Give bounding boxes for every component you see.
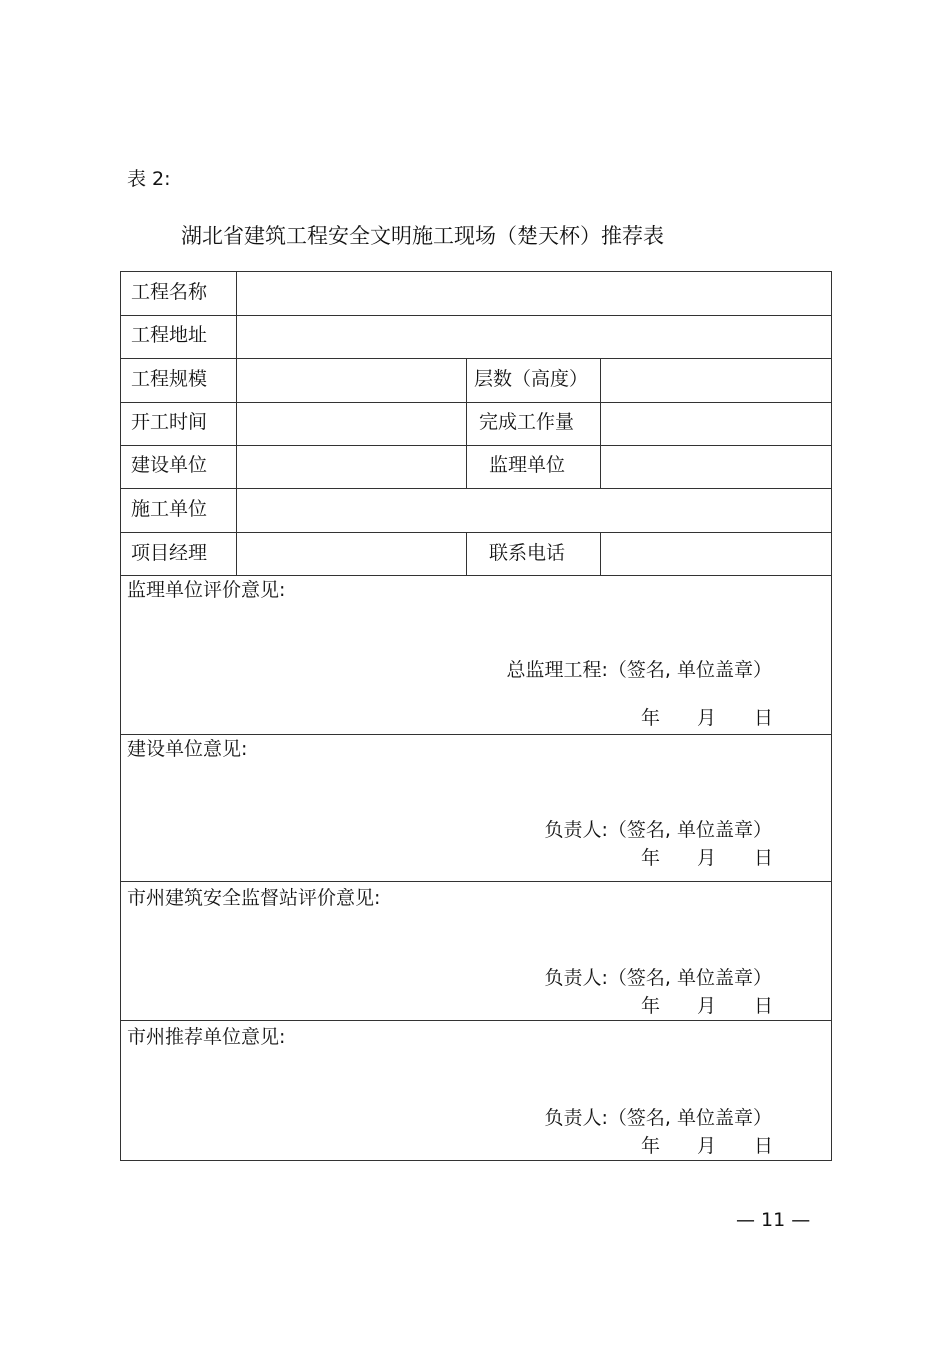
section-heading: 市州推荐单位意见: bbox=[127, 1026, 286, 1048]
label-contact-phone: 联系电话 bbox=[489, 542, 566, 564]
date-year: 年 bbox=[641, 995, 661, 1017]
table-number: 表 2: bbox=[127, 168, 171, 190]
page-number: — 11 — bbox=[736, 1209, 811, 1231]
signature-line: 负责人:（签名, 单位盖章） bbox=[544, 819, 772, 841]
date-day: 日 bbox=[754, 707, 774, 729]
signature-line: 负责人:（签名, 单位盖章） bbox=[544, 967, 772, 989]
date-day: 日 bbox=[754, 995, 774, 1017]
date-day: 日 bbox=[754, 847, 774, 869]
section-heading: 建设单位意见: bbox=[127, 738, 248, 760]
date-day: 日 bbox=[754, 1135, 774, 1157]
label-start-time: 开工时间 bbox=[131, 411, 208, 433]
date-month: 月 bbox=[697, 995, 717, 1017]
section-heading: 监理单位评价意见: bbox=[127, 579, 286, 601]
label-project-name: 工程名称 bbox=[131, 281, 208, 303]
date-month: 月 bbox=[697, 1135, 717, 1157]
signature-line: 总监理工程:（签名, 单位盖章） bbox=[506, 659, 772, 681]
label-builder-unit: 施工单位 bbox=[131, 498, 208, 520]
signature-line: 负责人:（签名, 单位盖章） bbox=[544, 1107, 772, 1129]
page-title: 湖北省建筑工程安全文明施工现场（楚天杯）推荐表 bbox=[181, 224, 664, 248]
date-year: 年 bbox=[641, 847, 661, 869]
section-heading: 市州建筑安全监督站评价意见: bbox=[127, 887, 381, 909]
label-project-scale: 工程规模 bbox=[131, 368, 208, 390]
date-month: 月 bbox=[697, 707, 717, 729]
date-year: 年 bbox=[641, 1135, 661, 1157]
label-work-completed: 完成工作量 bbox=[479, 411, 575, 433]
label-floors-height: 层数（高度） bbox=[474, 368, 589, 390]
label-construction-unit: 建设单位 bbox=[131, 454, 208, 476]
label-supervision-unit: 监理单位 bbox=[489, 454, 566, 476]
date-year: 年 bbox=[641, 707, 661, 729]
label-project-address: 工程地址 bbox=[131, 324, 208, 346]
label-project-manager: 项目经理 bbox=[131, 542, 208, 564]
date-month: 月 bbox=[697, 847, 717, 869]
